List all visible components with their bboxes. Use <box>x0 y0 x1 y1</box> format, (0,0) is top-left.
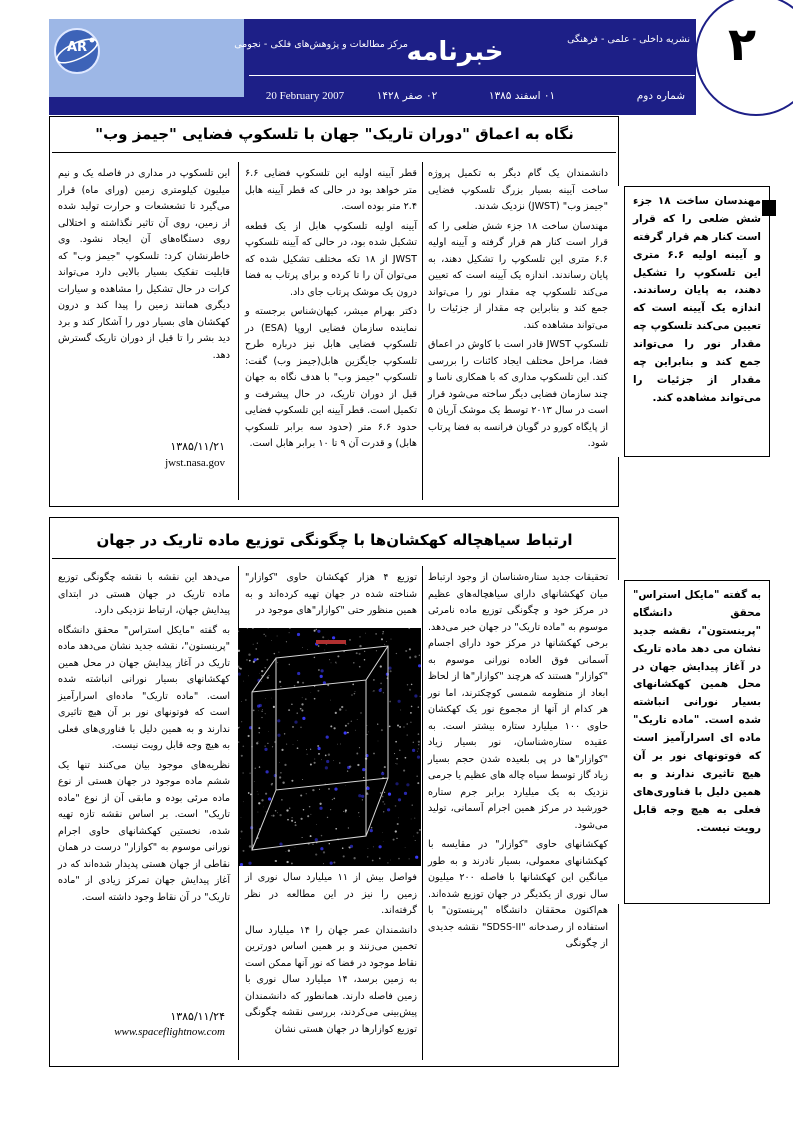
article2-column-middle-bottom <box>245 870 417 1041</box>
article2-top-border <box>49 517 619 518</box>
org-logo-text: AR <box>66 40 88 55</box>
article2-column-middle-top <box>245 570 417 623</box>
header-divider <box>249 75 695 76</box>
newsletter-title: خبرنامه <box>406 37 504 67</box>
date-hijri: ۰۲ صفر ۱۴۲۸ <box>376 90 438 102</box>
article2-para: دانشمندان عمر جهان را ۱۴ میلیارد سال تخمین می‌زنند و بر همین اساس دورترین نقاط موجود در فضا که نور آنها ممکن است به زمین برسد، ۱۴ میلیارد سال نوری با زمین فاصله دارند. همانطور که دانشمندان پیش‌بینی می‌کردند، بررسی نقشه چگونگی توزیع کوازارها در جهان هستی نشان <box>245 924 417 1035</box>
article1-title-underline <box>52 152 616 153</box>
article1-right-border-top <box>618 116 619 186</box>
article1-date: ۱۳۸۵/۱۱/۲۱ <box>170 440 225 453</box>
date-persian: ۰۱ اسفند ۱۳۸۵ <box>488 90 556 102</box>
article1-para: قطر آیینه اولیه این تلسکوپ فضایی ۶.۶ متر خواهد بود در حالی که قطر آیینه هابل ۲.۴ متر بوده است. <box>245 168 417 212</box>
article1-pullquote: مهندسان ساخت ۱۸ جزء شش ضلعی را که قرار است کنار هم قرار گرفته و آیینه اولیه ۶.۶ متری این تلسکوپ را تشکیل دهند، به پایان رساندند. اندازه یک آیینه است که تعیین می‌کند تلسکوپ چه مقدار نور را می‌تواند جمع کند و بنابراین چه مقدار از جزئیات را می‌تواند مشاهده کند. <box>624 186 770 457</box>
article1-column-left <box>58 166 230 367</box>
article2-column-rule <box>238 866 239 1060</box>
article2-title: ارتباط سیاهچاله کهکشان‌ها با چگونگی توزیع ماده تاریک در جهان <box>96 531 573 549</box>
pullquote-corner <box>762 200 776 216</box>
article1-bottom-border <box>49 506 619 507</box>
article1-title: نگاه به اعماق "دوران تاریک" جهان با تلسکوپ فضایی "جیمز وب" <box>95 125 574 143</box>
article2-column-right <box>428 570 608 956</box>
article2-para: می‌دهد این نقشه با نقشه چگونگی توزیع ماده تاریک در جهان هستی در ابتدای پیدایش جهان، ارتباط نزدیکی دارد. <box>58 572 230 616</box>
newsletter-category: نشریه داخلی - علمی - فرهنگی <box>567 34 690 45</box>
article1-column-middle <box>245 166 417 456</box>
article1-para: دکتر بهرام میشر، کیهان‌شناس برجسته و نماینده سازمان فضایی اروپا (ESA) در تلسکوپ فضایی هابل نیز درباره طرح تلسکوپ جایگزین هابل(جیمز وب) گفت: تلسکوپ "جیمز وب" با هدف نگاه به جهان قبل از دوران تاریک، در حال پیشرفت و تکمیل است. قطر آیینه این تلسکوپ فضایی حدود ۶.۶ متر (حدود سه برابر تلسکوپ هابل) و قدرت آن ۹ تا ۱۰ برابر هابل است. <box>245 306 418 449</box>
date-gregorian: 20 February 2007 <box>265 90 345 102</box>
organization-name: مرکز مطالعات و پژوهش‌های فلکی - نجومی <box>234 39 408 50</box>
article2-column-left <box>58 570 230 909</box>
article2-left-border <box>49 517 50 1066</box>
dark-matter-map-image <box>238 628 421 866</box>
article2-para: نظریه‌های موجود بیان می‌کنند تنها یک ششم ماده موجود در جهان هستی از نوع ماده مرئی بوده و مابقی آن از نوع "ماده تاریک" است. بر اساس نقشه تازه تهیه شده، نخستین کهکشانهای حاوی اجرام نورانی موسوم به "کوازار" درست در همان نقاطی از جهان هستی پدیدار شده‌اند که در آغاز پیدایش جهان تمرکز زیادی از "ماده تاریک" در آن نقاط وجود داشته است. <box>58 759 230 903</box>
article2-column-rule <box>238 566 239 628</box>
article2-para: کهکشانهای حاوی "کوازار" در مقایسه با کهکشانهای معمولی، بسیار نادرند و به طور میانگین این کهکشانها با فاصله ۲۰۰ میلیون سال نوری از یکدیگر در جهان توزیع شده‌اند. هم‌اکنون محققان دانشگاه "پرینستون" با استفاده از رصدخانه "SDSS-II" نقشه جدیدی از چگونگی <box>428 839 608 949</box>
article1-para: آیینه اولیه تلسکوپ هابل از یک قطعه تشکیل شده بود، در حالی که آیینه تلسکوپ JWST از ۱۸ تکه مختلف تشکیل شده که می‌توان آن را تا کرده و برای پرتاب به فضا درون یک موشک پرتاب جای داد. <box>245 220 417 298</box>
article2-right-border-bottom <box>618 904 619 1066</box>
article2-para: توزیع ۴ هزار کهکشان حاوی "کوازار" شناخته شده در جهان تهیه کرده‌اند و به همین منظور حتی "کوازار"های موجود در <box>245 572 417 616</box>
article1-left-border <box>49 116 50 506</box>
article1-para: مهندسان ساخت ۱۸ جزء شش ضلعی را که قرار است کنار هم قرار گرفته و آیینه اولیه ۶.۶ متری این تلسکوپ را تشکیل دهند، به پایان رساندند. اندازه یک آیینه است که تعیین می‌کند تلسکوپ چه مقدار نور را می‌تواند جمع کند و بنابراین چه مقدار از جزئیات را می‌تواند مشاهده کند. <box>428 220 608 331</box>
article2-para: به گفته "مایکل استراس" محقق دانشگاه "پرینستون"، نقشه جدید نشان می‌دهد ماده تاریک در آغاز پیدایش جهان در محل همین کهکشانهای بسیار نورانی انباشته شده است. "ماده تاریک" ماده‌ای اسرارآمیز است که فوتونهای نور بر آن هیچ تاثیری ندارند و به همین دلیل با فناوری‌های فعلی به هیچ وجه قابل رویت نیست. <box>58 624 230 751</box>
article1-para: تلسکوپ JWST قادر است با کاوش در اعماق فضا، مراحل مختلف ایجاد کائنات را بررسی کند. این تلسکوپ مداری که با همکاری ناسا و چند سازمان فضایی دیگر ساخته می‌شود قرار است در سال ۲۰۱۳ توسط یک موشک آریان ۵ از پایگاه کورو در گویان فرانسه به فضا پرتاب شود. <box>428 339 608 449</box>
article2-right-border-top <box>618 517 619 580</box>
article2-column-rule <box>422 566 423 1060</box>
article1-column-right <box>428 166 608 456</box>
article2-title-underline <box>52 558 616 559</box>
article2-bottom-border <box>49 1066 619 1067</box>
article2-pullquote: به گفته "مایکل استراس" محقق دانشگاه "پرینستون"، نقشه جدید نشان می دهد ماده تاریک در آغاز پیدایش جهان در محل همین کهکشانهای بسیار نورانی انباشته شده است. "ماده تاریک" ماده ای اسرارآمیز است که فوتونهای نور بر آن هیچ تاثیری ندارند و به همین دلیل با فناوری‌های فعلی به هیچ وجه قابل رویت نیست. <box>624 580 770 904</box>
article1-source: jwst.nasa.gov <box>165 457 225 469</box>
article1-column-rule <box>422 162 423 500</box>
article2-para: فواصل بیش از ۱۱ میلیارد سال نوری از زمین را نیز در این مطالعه در نظر گرفته‌اند. <box>245 872 417 916</box>
article1-top-border <box>49 116 619 117</box>
article1-right-border-bottom <box>618 457 619 506</box>
article2-para: تحقیقات جدید ستاره‌شناسان از وجود ارتباط میان کهکشانهای دارای سیاهچاله‌های عظیم در مرکز خود و چگونگی توزیع ماده نامرئی موسوم به "ماده تاریک" در جهان خبر می‌دهد. برخی کهکشانها در مرکز خود دارای اجسام آسمانی فوق العاده نورانی موسوم به "کوازار" هستند که هرچند "کوازار"ها از لحاظ ابعاد از منظومه شمسی کوچکترند، اما نور هر کدام از آنها از مجموع نور یک کهکشان حاوی ۱۰۰ میلیارد ستاره بیشتر است. به عقیده ستاره‌شناسان، نور بسیار زیاد "کوازار"ها در پی بلعیده شدن حجم بسیار زیاد گاز توسط سیاه چاله های عظیم یا جرمی نزدیک به یک میلیارد برابر جرم ستاره خورشید در مرکز همین اجرام آسمانی، تولید می‌شود. <box>428 572 608 831</box>
page-number: ۲ <box>727 17 757 71</box>
article1-column-rule <box>238 162 239 500</box>
article1-para: این تلسکوپ در مداری در فاصله یک و نیم میلیون کیلومتری زمین (ورای ماه) قرار می‌گیرد تا تشعشعات و حرارت تولید شده از زمین، روی آن تاثیر نگذاشته و اختلالی روی دستگاه‌های آن ایجاد نشود. وی خاطرنشان کرد: تلسکوپ "جیمز وب" که قابلیت تفکیک بسیار بالایی دارد می‌تواند کرات در حال تشکیل را مشاهده و سیارات دیگری همانند زمین را پیدا کند و درون کهکشان های بسیار دور را آشکار کند و برد دید بشر را تا قبل از دوران تاریک گسترش دهد. <box>58 168 230 361</box>
article1-para: دانشمندان یک گام دیگر به تکمیل پروژه ساخت آیینه بسیار بزرگ تلسکوپ فضایی "جیمز وب" (JWST) نزدیک شدند. <box>428 168 608 212</box>
issue-number: شماره دوم <box>636 90 685 102</box>
article2-source: www.spaceflightnow.com <box>114 1026 225 1038</box>
article2-date: ۱۳۸۵/۱۱/۲۴ <box>170 1010 225 1023</box>
